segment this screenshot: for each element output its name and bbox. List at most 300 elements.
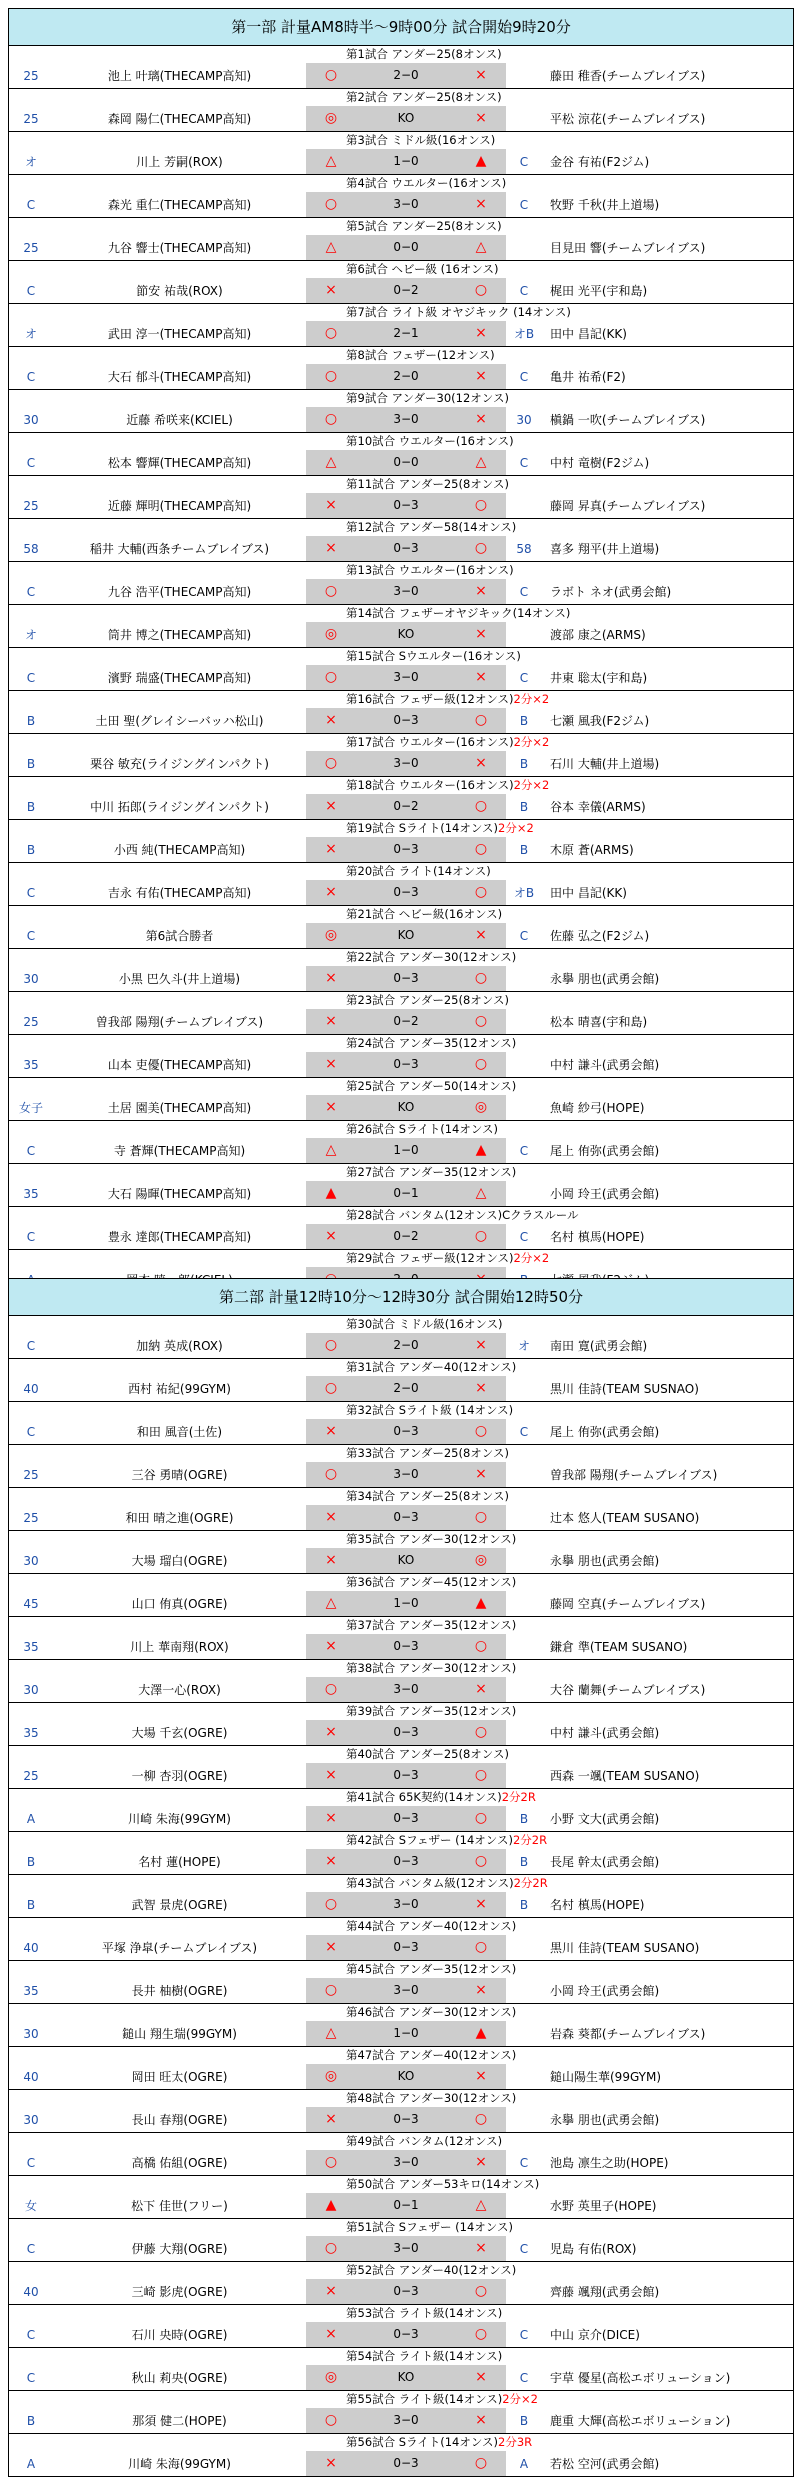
left-result-mark: ○: [324, 411, 338, 427]
bout: [9, 1574, 793, 1617]
bout-score: 3−0: [393, 584, 419, 598]
bout-caption: [9, 949, 793, 966]
bout-title: 第5試合 アンダー25(8オンス): [346, 219, 502, 233]
left-fighter: 九谷 浩平(THECAMP高知): [107, 585, 252, 599]
bout-result-row: [9, 2193, 793, 2218]
bout-title: 第22試合 アンダー30(12オンス): [346, 950, 517, 964]
bout-score: KO: [397, 2069, 415, 2083]
bout-score: 0−3: [393, 2456, 419, 2470]
bout: [9, 218, 793, 261]
left-result-mark: ○: [324, 196, 338, 212]
left-result-mark: ○: [324, 1380, 338, 1396]
bout-result-row: [9, 2322, 793, 2347]
right-class-code: B: [519, 799, 529, 814]
right-fighter: 平松 涼花(チームブレイブス): [550, 112, 706, 126]
left-class-code: 35: [23, 1186, 39, 1201]
left-class-code: C: [26, 455, 36, 470]
right-class-code: C: [519, 1143, 529, 1158]
bout-title: 第55試合 ライト級(14オンス): [346, 2392, 503, 2406]
left-class-code: オ: [24, 628, 37, 642]
bout-caption: [9, 2305, 793, 2322]
bout-caption: [9, 1660, 793, 1677]
right-class-code: 58: [516, 541, 532, 556]
bout-score: 2−0: [393, 369, 419, 383]
left-class-code: 25: [23, 68, 39, 83]
bout-score: 3−0: [393, 1983, 419, 1997]
bout-score: 0−3: [393, 498, 419, 512]
result-box: [306, 1763, 506, 1788]
bout: [9, 1488, 793, 1531]
result-box: [306, 751, 506, 776]
bout-caption: [9, 2133, 793, 2150]
right-result-mark: △: [475, 239, 487, 255]
bout-result-row: [9, 493, 793, 518]
left-class-code: 25: [23, 1014, 39, 1029]
right-fighter: 田中 昌記(KK): [550, 886, 627, 900]
bout-score: 2−0: [393, 1381, 419, 1395]
bout-rule-note: 2分×2: [513, 1251, 550, 1265]
right-result-mark: ×: [475, 67, 487, 83]
bout-caption: [9, 992, 793, 1009]
result-box: [306, 1009, 506, 1034]
part-1-bout-list: [9, 46, 793, 1292]
right-class-code: B: [519, 756, 529, 771]
left-result-mark: △: [325, 2025, 337, 2041]
right-result-mark: ○: [474, 970, 488, 986]
result-box: [306, 2193, 506, 2218]
right-fighter: 名村 槙馬(HOPE): [550, 1230, 645, 1244]
right-fighter: ラボト ネオ(武勇会館): [550, 585, 672, 599]
bout-result-row: [9, 321, 793, 346]
left-result-mark: ○: [324, 669, 338, 685]
part-2-header: 第二部 計量12時10分～12時30分 試合開始12時50分: [9, 1279, 793, 1316]
bout-score: 0−3: [393, 885, 419, 899]
bout-title: 第30試合 ミドル級(16オンス): [346, 1317, 503, 1331]
right-fighter: 槇鍋 一吹(チームブレイブス): [550, 413, 706, 427]
left-fighter: 豊永 達郎(THECAMP高知): [107, 1230, 252, 1244]
right-class-code: B: [519, 713, 529, 728]
bout-result-row: [9, 579, 793, 604]
left-fighter: 高橋 佑組(OGRE): [131, 2156, 228, 2170]
bout-title: 第14試合 フェザーオヤジキック(14オンス): [346, 606, 571, 620]
left-result-mark: ×: [325, 2455, 337, 2471]
bout-score: 3−0: [393, 412, 419, 426]
right-class-code: C: [519, 2327, 529, 2342]
right-fighter: 石川 大輔(井上道場): [550, 757, 660, 771]
part-1-header: 第一部 計量AM8時半～9時00分 試合開始9時20分: [9, 9, 793, 46]
right-result-mark: ×: [475, 669, 487, 685]
bout-title: 第29試合 フェザー級(12オンス): [346, 1251, 514, 1265]
right-result-mark: ○: [474, 540, 488, 556]
left-class-code: 25: [23, 1768, 39, 1783]
bout-score: KO: [397, 627, 415, 641]
left-result-mark: △: [325, 1595, 337, 1611]
bout-result-row: [9, 794, 793, 819]
bout: [9, 777, 793, 820]
right-result-mark: ×: [475, 325, 487, 341]
right-fighter: 鹿重 大輝(高松エボリューション): [550, 2414, 731, 2428]
bout: [9, 132, 793, 175]
bout-caption: [9, 218, 793, 235]
left-fighter: 池上 叶璃(THECAMP高知): [107, 69, 252, 83]
bout-score: 3−0: [393, 1897, 419, 1911]
left-result-mark: ○: [324, 1337, 338, 1353]
right-result-mark: ◎: [474, 1099, 488, 1115]
left-class-code: 40: [23, 2284, 39, 2299]
right-fighter: 西森 一颯(TEAM SUSANO): [550, 1769, 700, 1783]
bout-caption: [9, 1961, 793, 1978]
bout-title: 第41試合 65K契約(14オンス): [346, 1790, 502, 1804]
bout-result-row: [9, 1333, 793, 1358]
left-class-code: 30: [23, 1553, 39, 1568]
bout-caption: [9, 1574, 793, 1591]
result-box: [306, 1849, 506, 1874]
right-class-code: B: [519, 1811, 529, 1826]
result-box: [306, 407, 506, 432]
left-fighter: 大石 郁斗(THECAMP高知): [107, 370, 252, 384]
bout-title: 第50試合 アンダー53キロ(14オンス): [346, 2177, 540, 2191]
left-result-mark: ○: [324, 1681, 338, 1697]
bout-score: 2−0: [393, 1338, 419, 1352]
right-result-mark: ◎: [474, 1552, 488, 1568]
bout: [9, 1402, 793, 1445]
right-fighter: 長尾 幹太(武勇会館): [550, 1855, 660, 1869]
left-fighter: 松下 佳世(フリー): [131, 2199, 228, 2213]
bout: [9, 261, 793, 304]
right-result-mark: ×: [475, 110, 487, 126]
right-fighter: 鎚山陽生華(99GYM): [550, 2070, 662, 2084]
bout-caption: [9, 2348, 793, 2365]
bout-score: 0−3: [393, 842, 419, 856]
bout-result-row: [9, 1849, 793, 1874]
result-box: [306, 450, 506, 475]
bout-caption: [9, 605, 793, 622]
bout-result-row: [9, 1095, 793, 1120]
bout-result-row: [9, 1009, 793, 1034]
right-class-code: C: [519, 197, 529, 212]
left-result-mark: ×: [325, 1939, 337, 1955]
result-box: [306, 1978, 506, 2003]
right-result-mark: ×: [475, 2154, 487, 2170]
right-fighter: 渡部 康之(ARMS): [550, 628, 646, 642]
right-class-code: オB: [513, 886, 535, 900]
bout: [9, 1617, 793, 1660]
left-class-code: 25: [23, 1510, 39, 1525]
right-result-mark: △: [475, 1185, 487, 1201]
bout-title: 第52試合 アンダー40(12オンス): [346, 2263, 517, 2277]
right-fighter: 金谷 有祐(F2ジム): [550, 155, 650, 169]
bout: [9, 1961, 793, 2004]
bout-score: 0−3: [393, 1811, 419, 1825]
result-box: [306, 2451, 506, 2476]
bout-title: 第6試合 ヘビー級 (16オンス): [346, 262, 499, 276]
bout-title: 第7試合 ライト級 オヤジキック (14オンス): [346, 305, 571, 319]
left-fighter: 加納 英成(ROX): [136, 1339, 223, 1353]
bout-score: 1−0: [393, 154, 419, 168]
right-fighter: 亀井 祐希(F2): [550, 370, 626, 384]
left-class-code: C: [26, 1143, 36, 1158]
result-box: [306, 2365, 506, 2390]
bout-score: 0−2: [393, 799, 419, 813]
right-class-code: C: [519, 1229, 529, 1244]
bout-score: 2−1: [393, 326, 419, 340]
bout: [9, 2348, 793, 2391]
result-box: [306, 2107, 506, 2132]
right-fighter: 宇草 優星(高松エボリューション): [550, 2371, 731, 2385]
result-box: [306, 1591, 506, 1616]
left-fighter: 和田 風音(土佐): [136, 1425, 223, 1439]
bout: [9, 2434, 793, 2476]
left-result-mark: ○: [324, 325, 338, 341]
result-box: [306, 794, 506, 819]
right-fighter: 水野 英里子(HOPE): [550, 2199, 657, 2213]
result-box: [306, 149, 506, 174]
bout-caption: [9, 1250, 793, 1267]
bout-score: 0−0: [393, 455, 419, 469]
result-box: [306, 2279, 506, 2304]
left-class-code: 40: [23, 1940, 39, 1955]
bout-title: 第54試合 ライト級(14オンス): [346, 2349, 503, 2363]
bout-title: 第45試合 アンダー35(12オンス): [346, 1962, 517, 1976]
left-class-code: 25: [23, 111, 39, 126]
left-class-code: オ: [24, 327, 37, 341]
bout-result-row: [9, 1138, 793, 1163]
bout-result-row: [9, 63, 793, 88]
left-class-code: B: [26, 1854, 36, 1869]
right-fighter: 齊藤 颯翔(武勇会館): [550, 2285, 660, 2299]
bout-caption: [9, 304, 793, 321]
left-class-code: C: [26, 584, 36, 599]
bout-title: 第13試合 ウエルター(16オンス): [346, 563, 514, 577]
result-box: [306, 1462, 506, 1487]
right-result-mark: ▲: [475, 2025, 487, 2041]
right-fighter: 永擧 朋也(武勇会館): [550, 2113, 660, 2127]
right-result-mark: ○: [474, 1228, 488, 1244]
right-fighter: 大谷 蘭舞(チームブレイブス): [550, 1683, 706, 1697]
left-result-mark: ◎: [324, 2369, 338, 2385]
left-fighter: 稲井 大輔(西条チームブレイブス): [89, 542, 270, 556]
left-result-mark: △: [325, 454, 337, 470]
right-fighter: 小岡 玲王(武勇会館): [550, 1984, 660, 1998]
result-box: [306, 1548, 506, 1573]
bout: [9, 476, 793, 519]
bout-result-row: [9, 1806, 793, 1831]
bout-result-row: [9, 1935, 793, 1960]
bout-result-row: [9, 2279, 793, 2304]
bout: [9, 2176, 793, 2219]
bout-score: 3−0: [393, 756, 419, 770]
bout: [9, 2391, 793, 2434]
bout-result-row: [9, 2451, 793, 2476]
right-class-code: C: [519, 369, 529, 384]
right-fighter: 黒川 佳詩(TEAM SUSANO): [550, 1941, 700, 1955]
bout-caption: [9, 1316, 793, 1333]
bout-score: 3−0: [393, 670, 419, 684]
right-class-code: C: [519, 1424, 529, 1439]
bout: [9, 2305, 793, 2348]
right-result-mark: ×: [475, 1896, 487, 1912]
right-class-code: C: [519, 154, 529, 169]
right-class-code: B: [519, 1897, 529, 1912]
right-fighter: 牧野 千秋(井上道場): [550, 198, 660, 212]
bout-caption: [9, 261, 793, 278]
right-fighter: 木原 蒼(ARMS): [550, 843, 634, 857]
bout-caption: [9, 1617, 793, 1634]
left-fighter: 中川 拓郎(ライジングインパクト): [90, 800, 269, 814]
right-fighter: 岩森 葵都(チームブレイブス): [550, 2027, 706, 2041]
right-result-mark: ×: [475, 927, 487, 943]
result-box: [306, 1634, 506, 1659]
left-fighter: 長山 春翔(OGRE): [131, 2113, 228, 2127]
bout-score: 3−0: [393, 2241, 419, 2255]
bout: [9, 1875, 793, 1918]
right-result-mark: ×: [475, 196, 487, 212]
left-class-code: 58: [23, 541, 39, 556]
bout-score: 0−3: [393, 971, 419, 985]
result-box: [306, 2064, 506, 2089]
left-result-mark: ×: [325, 1013, 337, 1029]
left-fighter: 川上 芳嗣(ROX): [136, 155, 223, 169]
bout-result-row: [9, 966, 793, 991]
left-result-mark: ×: [325, 970, 337, 986]
bout-title: 第2試合 アンダー25(8オンス): [346, 90, 502, 104]
bout: [9, 734, 793, 777]
bout: [9, 1660, 793, 1703]
bout-caption: [9, 1445, 793, 1462]
bout-score: 0−3: [393, 1768, 419, 1782]
left-result-mark: ◎: [324, 2068, 338, 2084]
left-result-mark: ○: [324, 1466, 338, 1482]
left-class-code: 25: [23, 1467, 39, 1482]
result-box: [306, 837, 506, 862]
bout-result-row: [9, 1720, 793, 1745]
bout-caption: [9, 390, 793, 407]
bout-caption: [9, 519, 793, 536]
left-fighter: 石川 央時(OGRE): [131, 2328, 228, 2342]
left-fighter: 小黒 巴久斗(井上道場): [118, 972, 241, 986]
bout: [9, 2133, 793, 2176]
bout-caption: [9, 2176, 793, 2193]
left-class-code: 35: [23, 1725, 39, 1740]
right-fighter: 喜多 翔平(井上道場): [550, 542, 660, 556]
bout-caption: [9, 1703, 793, 1720]
bout-rule-note: 2分2R: [513, 1876, 548, 1890]
bout-title: 第38試合 アンダー30(12オンス): [346, 1661, 517, 1675]
left-class-code: B: [26, 1897, 36, 1912]
bout: [9, 1703, 793, 1746]
left-fighter: 川上 華南翔(ROX): [130, 1640, 229, 1654]
left-result-mark: ▲: [325, 1185, 337, 1201]
bout-result-row: [9, 2107, 793, 2132]
left-result-mark: △: [325, 153, 337, 169]
bout-title: 第36試合 アンダー45(12オンス): [346, 1575, 517, 1589]
bout-result-row: [9, 192, 793, 217]
bout-rule-note: 2分3R: [498, 2435, 533, 2449]
bout-score: 2−0: [393, 68, 419, 82]
left-result-mark: ×: [325, 1056, 337, 1072]
right-fighter: 中村 謙斗(武勇会館): [550, 1726, 660, 1740]
bout-caption: [9, 1832, 793, 1849]
bout-result-row: [9, 1376, 793, 1401]
left-fighter: 第6試合勝者: [145, 929, 214, 943]
bout-rule-note: 2分×2: [498, 821, 534, 835]
right-fighter: 魚崎 紗弓(HOPE): [550, 1101, 645, 1115]
bout-score: 0−3: [393, 2327, 419, 2341]
left-result-mark: ×: [325, 2111, 337, 2127]
left-class-code: C: [26, 283, 36, 298]
left-class-code: C: [26, 670, 36, 685]
bout-caption: [9, 433, 793, 450]
bout-caption: [9, 648, 793, 665]
bout-result-row: [9, 1181, 793, 1206]
right-fighter: 田中 昌記(KK): [550, 327, 627, 341]
left-fighter: 寺 蒼輝(THECAMP高知): [113, 1144, 246, 1158]
bout-result-row: [9, 1677, 793, 1702]
bout-caption: [9, 1488, 793, 1505]
bout: [9, 562, 793, 605]
bout: [9, 1918, 793, 1961]
bout-score: 0−3: [393, 1639, 419, 1653]
bout-title: 第35試合 アンダー30(12オンス): [346, 1532, 517, 1546]
result-box: [306, 2236, 506, 2261]
right-result-mark: ×: [475, 755, 487, 771]
bout-result-row: [9, 751, 793, 776]
left-class-code: C: [26, 928, 36, 943]
bout: [9, 519, 793, 562]
result-box: [306, 364, 506, 389]
bout: [9, 2219, 793, 2262]
result-box: [306, 1419, 506, 1444]
left-result-mark: ○: [324, 2240, 338, 2256]
bout-caption: [9, 777, 793, 794]
left-fighter: 秋山 莉央(OGRE): [131, 2371, 228, 2385]
bout: [9, 1445, 793, 1488]
right-class-code: C: [519, 2241, 529, 2256]
bout: [9, 1359, 793, 1402]
left-fighter: 筒井 博之(THECAMP高知): [107, 628, 252, 642]
result-box: [306, 2150, 506, 2175]
bout: [9, 433, 793, 476]
right-fighter: 中村 謙斗(武勇会館): [550, 1058, 660, 1072]
bout-caption: [9, 2047, 793, 2064]
right-fighter: 尾上 侑弥(武勇会館): [550, 1144, 660, 1158]
bout-caption: [9, 1121, 793, 1138]
bout: [9, 648, 793, 691]
bout-score: 0−3: [393, 1725, 419, 1739]
bout-caption: [9, 347, 793, 364]
bout: [9, 906, 793, 949]
left-class-code: 女子: [18, 1101, 43, 1115]
bout-score: 1−0: [393, 1143, 419, 1157]
bout-score: 0−3: [393, 1424, 419, 1438]
bout-title: 第51試合 Sフェザー (14オンス): [346, 2220, 513, 2234]
bout-result-row: [9, 708, 793, 733]
right-fighter: 尾上 侑弥(武勇会館): [550, 1425, 660, 1439]
left-fighter: 近藤 輝明(THECAMP高知): [107, 499, 252, 513]
left-class-code: 30: [23, 2026, 39, 2041]
left-class-code: 30: [23, 971, 39, 986]
left-fighter: 吉永 有佑(THECAMP高知): [107, 886, 252, 900]
bout-score: 0−0: [393, 240, 419, 254]
right-result-mark: ○: [474, 2326, 488, 2342]
right-result-mark: ×: [475, 583, 487, 599]
right-result-mark: ×: [475, 2369, 487, 2385]
right-result-mark: ×: [475, 1681, 487, 1697]
result-box: [306, 708, 506, 733]
left-class-code: 35: [23, 1983, 39, 1998]
bout-score: 0−1: [393, 1186, 419, 1200]
left-class-code: 40: [23, 2069, 39, 2084]
